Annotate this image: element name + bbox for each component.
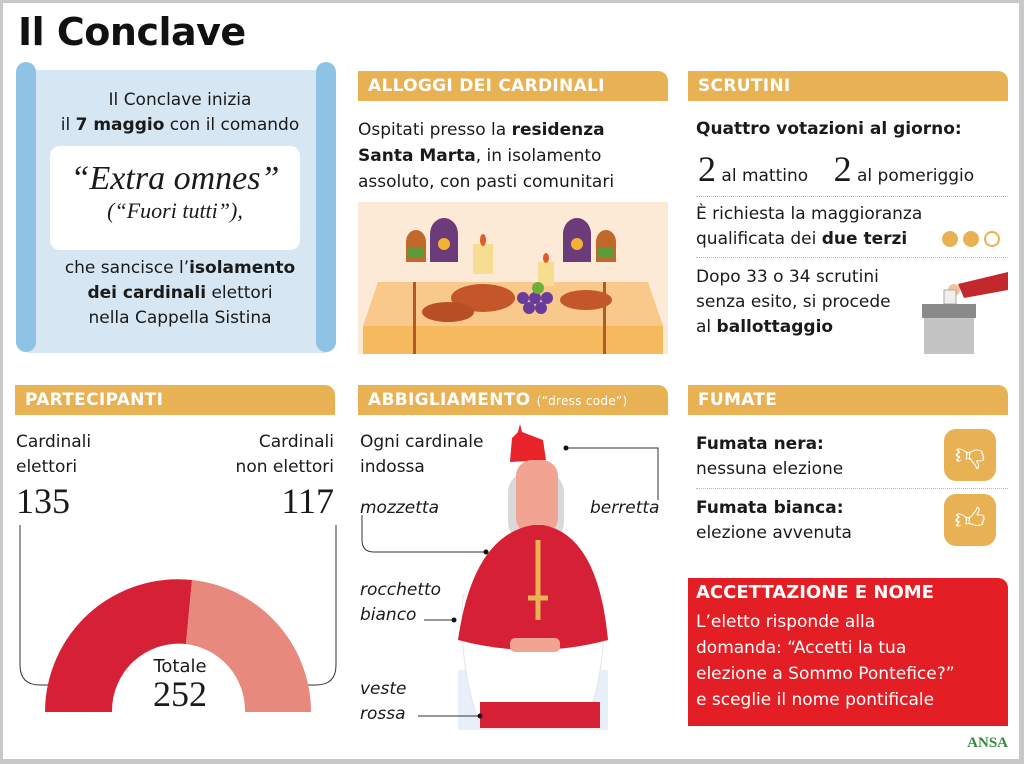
votes-per-day: 2 al mattino 2 al pomeriggio <box>698 149 975 189</box>
thumbs-up-icon: 👍︎ <box>944 494 996 546</box>
ballot-box-icon <box>918 268 1010 356</box>
ballot-text: Dopo 33 o 34 scrutini senza esito, si procede al ballottaggio <box>696 267 891 337</box>
electors-label: Cardinali elettori <box>16 432 92 477</box>
fumata-nera: Fumata nera: nessuna elezione <box>696 434 844 479</box>
ansa-logo: ANSA <box>967 735 1008 751</box>
label-veste: veste rossa <box>360 679 407 724</box>
label-rocchetto: rocchetto bianco <box>360 580 442 625</box>
quote-box <box>50 146 300 250</box>
quote-translation: (“Fuori tutti”), <box>107 198 243 223</box>
accettazione-text: L’eletto risponde alla domanda: “Accetti la tua elezione a Sommo Pontefice?” e sceglie il nome pontificale <box>696 612 955 710</box>
scroll-roll-left <box>16 62 36 352</box>
dining-table-illustration <box>358 202 668 354</box>
candle-icon <box>473 234 554 286</box>
divider <box>696 196 1008 197</box>
fumata-bianca: Fumata bianca: elezione avvenuta <box>696 498 852 543</box>
abbigliamento-header: ABBIGLIAMENTO (“dress code”) <box>358 385 668 415</box>
thumbs-down-icon: 👎︎ <box>944 429 996 481</box>
alloggi-text: Ospitati presso la residenza Santa Marta, in isolamento assoluto, con pasti comunitari <box>358 120 615 192</box>
non-electors-label: Cardinali non elettori <box>235 432 334 477</box>
scrutini-header: SCRUTINI <box>688 71 1008 101</box>
fumate-header: FUMATE <box>688 385 1008 415</box>
electors-value: 135 <box>16 481 70 521</box>
majority-text: È richiesta la maggioranza qualificata dei due terzi <box>696 204 923 249</box>
intro-top: Il Conclave inizia il 7 maggio con il comando <box>60 90 300 135</box>
accettazione-box <box>688 578 1008 726</box>
divider <box>696 488 1008 489</box>
two-thirds-dots-icon <box>942 231 1000 251</box>
partecipanti-header: PARTECIPANTI <box>15 385 335 415</box>
dress-intro: Ogni cardinale indossa <box>360 432 484 477</box>
total: Totale 252 <box>153 656 207 714</box>
accettazione-header: ACCETTAZIONE E NOME <box>696 582 934 603</box>
intro-bottom: che sancisce l’isolamento dei cardinali elettori nella Cappella Sistina <box>64 258 296 328</box>
label-berretta: berretta <box>590 498 660 518</box>
quote: “Extra omnes” <box>70 160 280 197</box>
stained-glass-icon <box>406 218 616 262</box>
alloggi-header: ALLOGGI DEI CARDINALI <box>358 71 668 101</box>
page-title: Il Conclave <box>18 10 246 54</box>
scrutini-title: Quattro votazioni al giorno: <box>696 119 962 139</box>
non-electors-value: 117 <box>281 481 334 521</box>
label-mozzetta: mozzetta <box>360 498 440 518</box>
divider <box>696 257 1008 258</box>
